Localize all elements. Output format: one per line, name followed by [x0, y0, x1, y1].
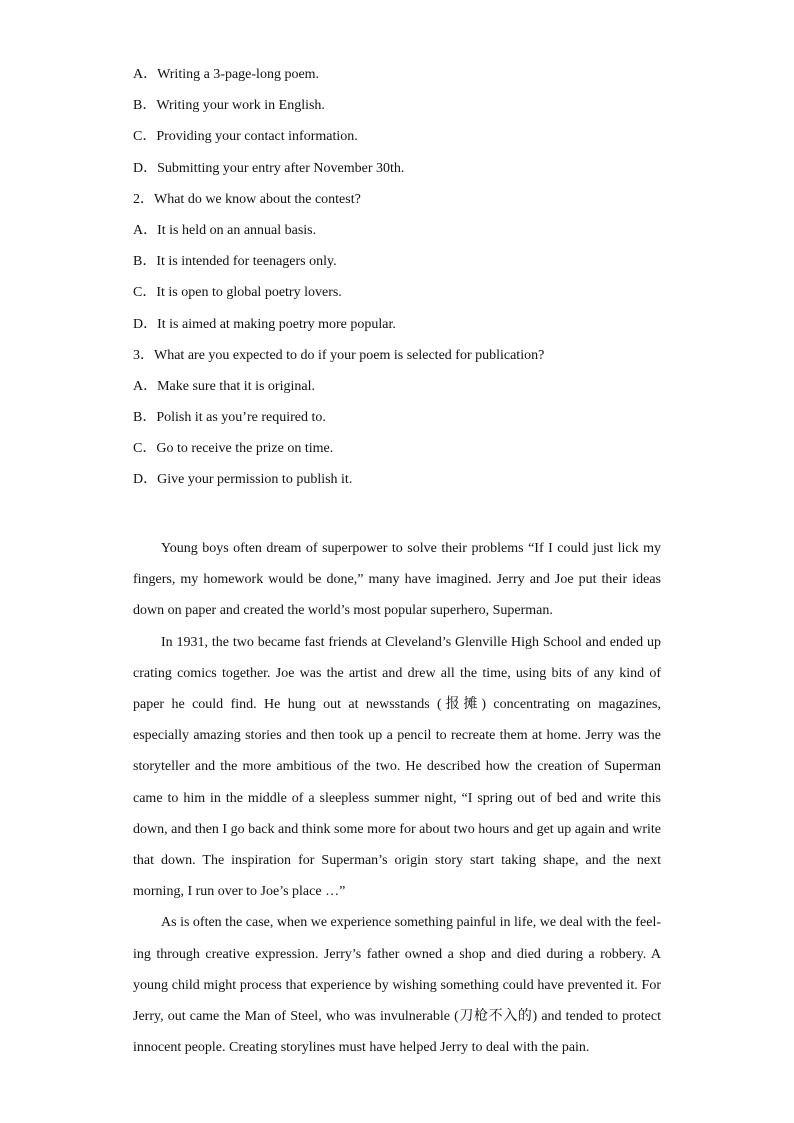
- option-a: A．It is held on an annual basis.: [133, 222, 317, 238]
- option-a: A．Writing a 3-page-long poem.: [133, 67, 320, 82]
- option-c: C．It is open to global poetry lovers.: [133, 285, 342, 301]
- option-b: B．Polish it as you’re required to.: [133, 410, 326, 426]
- option-d: D．Submitting your entry after November 30th.: [133, 160, 405, 176]
- option-c: C．Providing your contact information.: [133, 129, 358, 145]
- option-c: C．Go to receive the prize on time.: [133, 441, 334, 457]
- option-d: D．Give your permission to publish it.: [133, 472, 353, 488]
- question-2: 2．What do we know about the contest?: [133, 191, 361, 207]
- option-b: B．It is intended for teenagers only.: [133, 254, 337, 270]
- option-b: B．Writing your work in English.: [133, 98, 325, 114]
- passage-paragraph: Young boys often dream of superpower to solve their problems “If I could just lick my fingers, my homework would be done,” many have imagined. Jerry and Joe put their ideas down on paper and created the world’s most popular superhero, Superman.: [133, 541, 661, 619]
- passage-paragraph: In 1931, the two became fast friends at Cleveland’s Glenville High School and ended up crating comics together. Joe was the artist and drew all the time, using bits of any kind of paper he could find. He hung out at newsstands (报摊) concentrating on magazines, especially amazing stories and then took up a pencil to recreate them at home. Jerry was the storyteller and the more ambitious of the two. He described how the creation of Superman came to him in the middle of a sleepless summer night, “I spring out of bed and write this down, and then I go back and think some more for about two hours and get up again and write that down. The inspiration for Superman’s origin story start taking shape, and the next morning, I run over to Joe’s place …”: [133, 634, 661, 900]
- option-d: D．It is aimed at making poetry more popular.: [133, 316, 396, 332]
- passage-paragraph: As is often the case, when we experience something painful in life, we deal with the feel-ing through creative expression. Jerry’s father owned a shop and died during a robbery. A young child might process that experience by wishing something could have prevented it. For Jerry, out came the Man of Steel, who was invulnerable (刀枪不入的) and tended to protect innocent people. Creating storylines must have helped Jerry to deal with the pain.: [133, 915, 661, 1056]
- question-list: [133, 64, 673, 501]
- question-3: 3．What are you expected to do if your poem is selected for publication?: [133, 347, 545, 363]
- reading-passage: [133, 533, 661, 1063]
- option-a: A．Make sure that it is original.: [133, 378, 315, 394]
